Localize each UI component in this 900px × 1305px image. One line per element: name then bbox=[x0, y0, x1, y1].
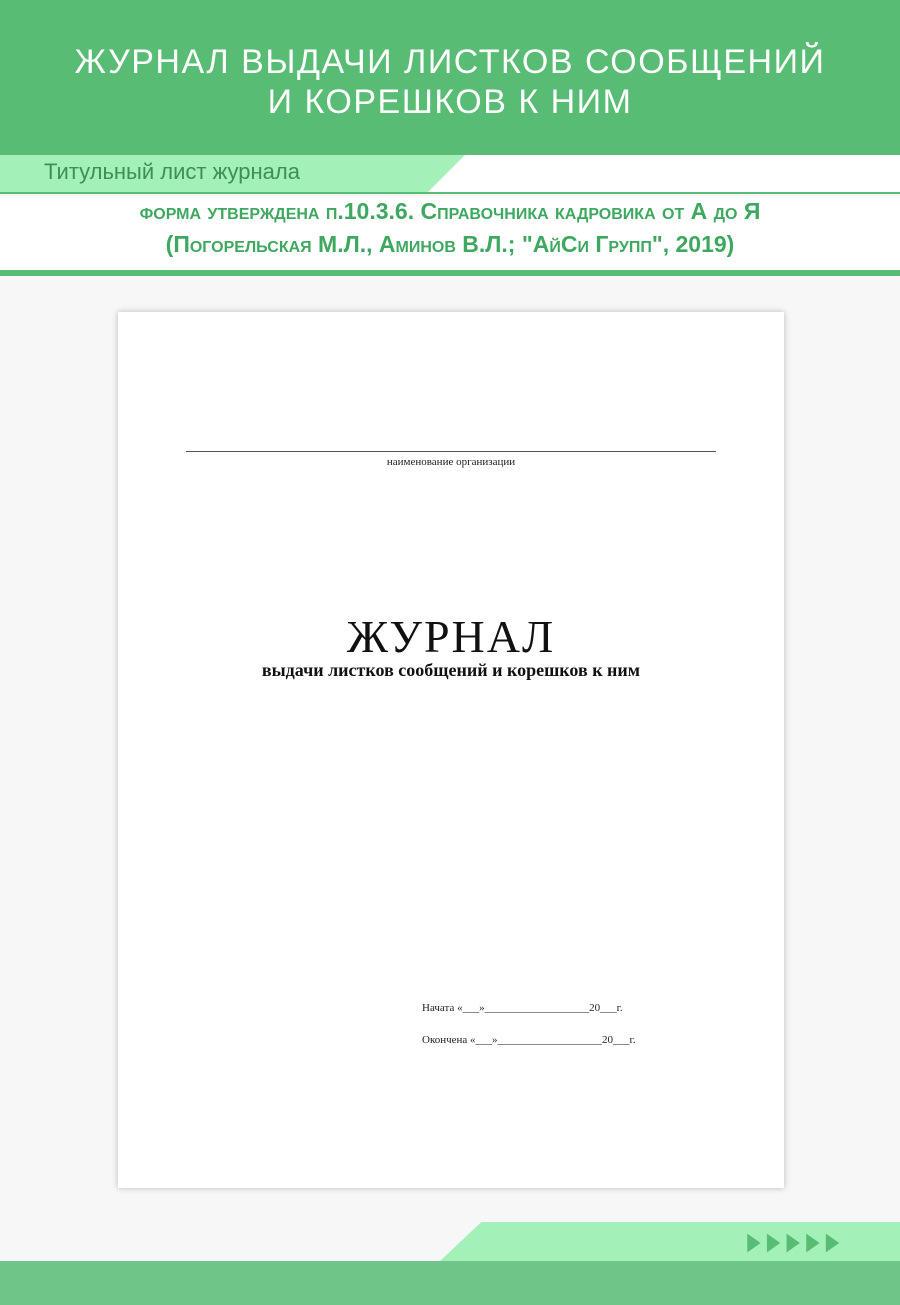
chevron-right-icon bbox=[787, 1234, 800, 1253]
start-date-field: Начата «___»___________________20___г. bbox=[422, 1002, 623, 1014]
organization-caption: наименование организации bbox=[386, 456, 516, 468]
document-title: ЖУРНАЛ bbox=[346, 611, 556, 662]
chevron-right-icon bbox=[806, 1234, 819, 1253]
divider-bottom bbox=[0, 270, 900, 276]
end-date-field: Окончена «___»___________________20___г. bbox=[422, 1034, 636, 1046]
chevron-right-icon bbox=[767, 1234, 780, 1253]
document-subtitle: выдачи листков сообщений и корешков к ним bbox=[261, 660, 641, 680]
footer-strip bbox=[0, 1261, 900, 1305]
reference-line-1: форма утверждена п.10.3.6. Справочника кадровика от А до Я bbox=[139, 198, 761, 224]
divider-top bbox=[0, 192, 900, 194]
section-subtitle: Титульный лист журнала bbox=[44, 159, 300, 184]
page-title-line-1: ЖУРНАЛ ВЫДАЧИ ЛИСТКОВ СООБЩЕНИЙ bbox=[74, 43, 826, 81]
organization-name-line bbox=[186, 451, 716, 452]
reference-line-2: (Погорельская М.Л., Аминов В.Л.; "АйСи Групп", 2019) bbox=[165, 231, 735, 257]
double-chevron-right-icons[interactable] bbox=[734, 1232, 858, 1254]
page-title-line-2: И КОРЕШКОВ К НИМ bbox=[267, 83, 633, 121]
page-title bbox=[0, 42, 900, 122]
document-title-page bbox=[118, 312, 784, 1188]
chevron-right-icon bbox=[826, 1234, 839, 1253]
chevron-right-icon bbox=[747, 1234, 760, 1253]
